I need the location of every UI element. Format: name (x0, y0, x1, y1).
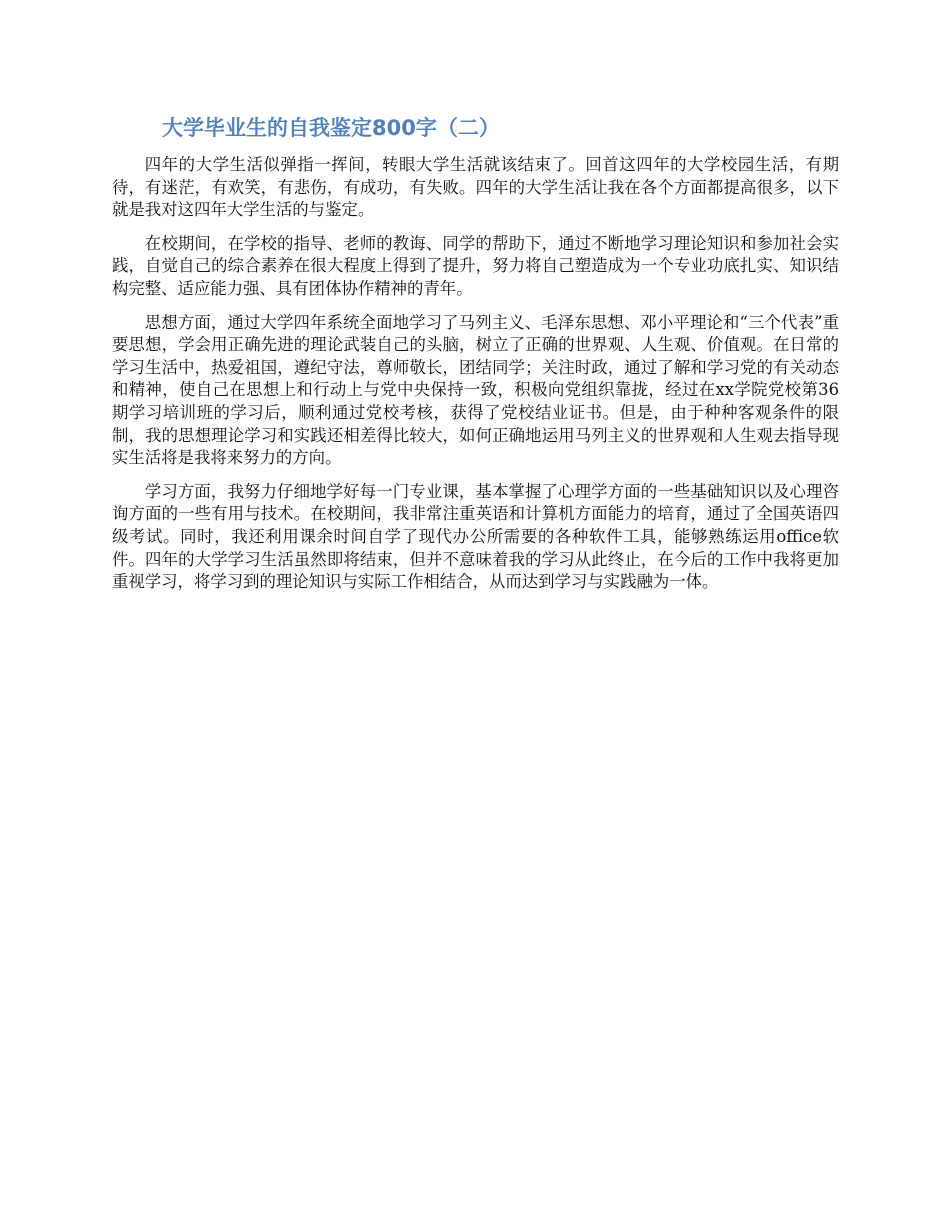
document-title: 大学毕业生的自我鉴定800字（二） (162, 116, 500, 140)
paragraph-intro: 四年的大学生活似弹指一挥间，转眼大学生活就该结束了。回首这四年的大学校园生活，有期待，有迷茫，有欢笑，有悲伤，有成功，有失败。四年的大学生活让我在各个方面都提高很多，以下就是我对这四年大学生活的与鉴定。 (112, 155, 839, 220)
paragraph-school-period: 在校期间，在学校的指导、老师的教诲、同学的帮助下，通过不断地学习理论知识和参加社会实践，自觉自己的综合素养在很大程度上得到了提升，努力将自己塑造成为一个专业功底扎实、知识结构完整、适应能力强、具有团体协作精神的青年。 (112, 233, 839, 298)
document-body (112, 154, 839, 605)
paragraph-ideology: 思想方面，通过大学四年系统全面地学习了马列主义、毛泽东思想、邓小平理论和“三个代表”重要思想，学会用正确先进的理论武装自己的头脑，树立了正确的世界观、人生观、价值观。在日常的学习生活中，热爱祖国，遵纪守法，尊师敬长，团结同学；关注时政，通过了解和学习党的有关动态和精神，使自己在思想上和行动上与党中央保持一致，积极向党组织靠拢，经过在xx学院党校第36期学习培训班的学习后，顺利通过党校考核，获得了党校结业证书。但是，由于种种客观条件的限制，我的思想理论学习和实践还相差得比较大，如何正确地运用马列主义的世界观和人生观去指导现实生活将是我将来努力的方向。 (112, 312, 839, 468)
paragraph-study: 学习方面，我努力仔细地学好每一门专业课，基本掌握了心理学方面的一些基础知识以及心理咨询方面的一些有用与技术。在校期间，我非常注重英语和计算机方面能力的培育，通过了全国英语四级考试。同时，我还利用课余时间自学了现代办公所需要的各种软件工具，能够熟练运用office软件。四年的大学学习生活虽然即将结束，但并不意味着我的学习从此终止，在今后的工作中我将更加重视学习，将学习到的理论知识与实际工作相结合，从而达到学习与实践融为一体。 (112, 481, 839, 592)
